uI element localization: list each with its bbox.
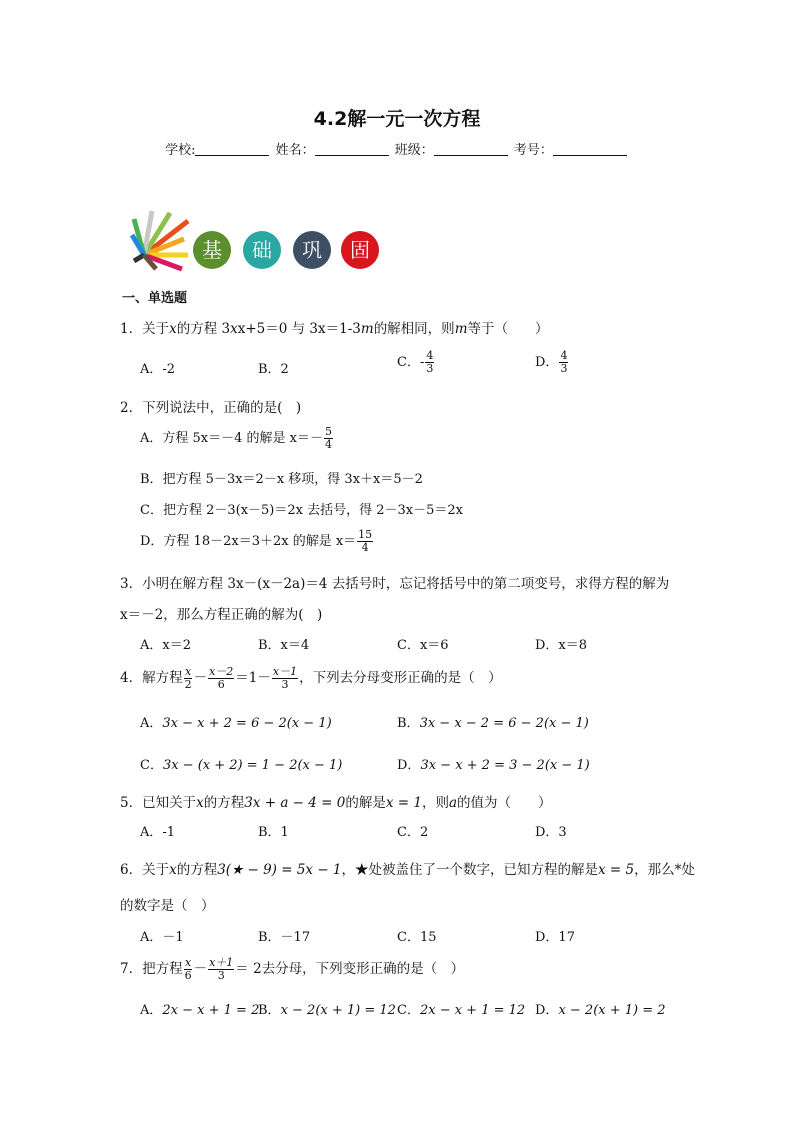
id-blank[interactable] (553, 142, 627, 156)
q6-option-c[interactable]: C．15 (397, 930, 437, 945)
basic-review-banner (130, 207, 390, 277)
q5-option-b[interactable]: B．1 (258, 825, 289, 840)
id-label: 考号： (513, 143, 553, 158)
class-blank[interactable] (434, 142, 508, 156)
q3-option-d[interactable]: D．x＝8 (535, 638, 588, 653)
q5-option-a[interactable]: A．-1 (140, 825, 176, 840)
q2-option-a[interactable]: A．方程 5x＝－4 的解是 x＝－ $\frac{5}{4}$ (140, 425, 332, 451)
school-blank[interactable] (195, 142, 269, 156)
name-label: 姓名： (275, 143, 315, 158)
colored-pencils-icon (130, 207, 192, 273)
question-7-stem: 7．把方程 $\frac{x}{6}$ － $\frac{x+1}{3}$ ＝ 2去分母，下列变形正确的是（ ） (120, 956, 465, 982)
q2-option-c[interactable]: C．把方程 2－3(x－5)＝2x 去括号，得 2－3x－5＝2x (140, 503, 463, 518)
q2-option-b[interactable]: B．把方程 5－3x＝2－x 移项，得 3x＋x＝5－2 (140, 472, 423, 487)
q3-option-a[interactable]: A．x＝2 (140, 638, 191, 653)
student-info-line (0, 139, 794, 158)
q7-option-d[interactable]: D．x − 2(x + 1) = 2 (535, 1003, 666, 1018)
q7-option-c[interactable]: C．2x − x + 1 = 12 (397, 1003, 526, 1018)
question-3-stem-line1: 3．小明在解方程 3x－(x－2a)＝4 去括号时，忘记将括号中的第二项变号，求得方程的解为 (120, 576, 670, 592)
banner-char-chu: 础 (243, 231, 281, 269)
q1-option-b[interactable]: B．2 (258, 362, 289, 377)
q5-option-d[interactable]: D．3 (535, 825, 567, 840)
question-3-stem-line2: x＝－2，那么方程正确的解为( ) (120, 607, 323, 623)
question-1-stem: 1．关于x的方程 3xx+5＝0 与 3x＝1-3m的解相同，则m等于（ ） (120, 321, 549, 337)
q3-option-b[interactable]: B．x＝4 (258, 638, 310, 653)
question-6-stem-line2: 的数字是（ ） (120, 898, 215, 914)
banner-char-ji: 基 (193, 231, 231, 269)
page-title: 4.2解一元一次方程 (313, 108, 481, 130)
q5-option-c[interactable]: C．2 (397, 825, 429, 840)
question-2-stem: 2．下列说法中，正确的是( ) (120, 400, 302, 416)
q3-option-c[interactable]: C．x＝6 (397, 638, 449, 653)
section-heading: 一、单选题 (122, 291, 188, 306)
q1-option-c[interactable]: C．- $\frac{4}{3}$ (397, 349, 434, 375)
banner-char-gu: 固 (341, 231, 379, 269)
q4-option-a[interactable]: A．3x − x + 2 = 6 − 2(x − 1) (140, 716, 332, 731)
q2-option-d[interactable]: D．方程 18－2x＝3＋2x 的解是 x＝ $\frac{15}{4}$ (140, 528, 373, 554)
q7-option-b[interactable]: B．x − 2(x + 1) = 12 (258, 1003, 396, 1018)
name-blank[interactable] (315, 142, 389, 156)
q6-option-a[interactable]: A．－1 (140, 930, 184, 945)
class-label: 班级： (394, 143, 434, 158)
question-6-stem-line1: 6．关于x的方程3(★ − 9) = 5x − 1，★处被盖住了一个数字，已知方程的解是x = 5，那么*处 (120, 862, 695, 878)
q6-option-b[interactable]: B．－17 (258, 930, 311, 945)
q4-option-c[interactable]: C．3x − (x + 2) = 1 − 2(x − 1) (140, 758, 343, 773)
q4-option-d[interactable]: D．3x − x + 2 = 3 − 2(x − 1) (397, 758, 590, 773)
q7-option-a[interactable]: A．2x − x + 1 = 2 (140, 1003, 260, 1018)
banner-char-gong: 巩 (293, 231, 331, 269)
q6-option-d[interactable]: D．17 (535, 930, 575, 945)
q1-option-a[interactable]: A．-2 (140, 362, 176, 377)
question-5-stem: 5．已知关于x的方程3x + a − 4 = 0的解是x = 1，则a的值为（ ） (120, 795, 552, 811)
question-4-stem: 4．解方程 $\frac{x}{2}$ － $\frac{x-2}{6}$ ＝1－ $\frac{x-1}{3}$ ，下列去分母变形正确的是（ ） (120, 665, 502, 691)
q1-option-d[interactable]: D． $\frac{4}{3}$ (535, 349, 568, 375)
school-label: 学校: (165, 143, 196, 158)
q4-option-b[interactable]: B．3x − x − 2 = 6 − 2(x − 1) (397, 716, 589, 731)
